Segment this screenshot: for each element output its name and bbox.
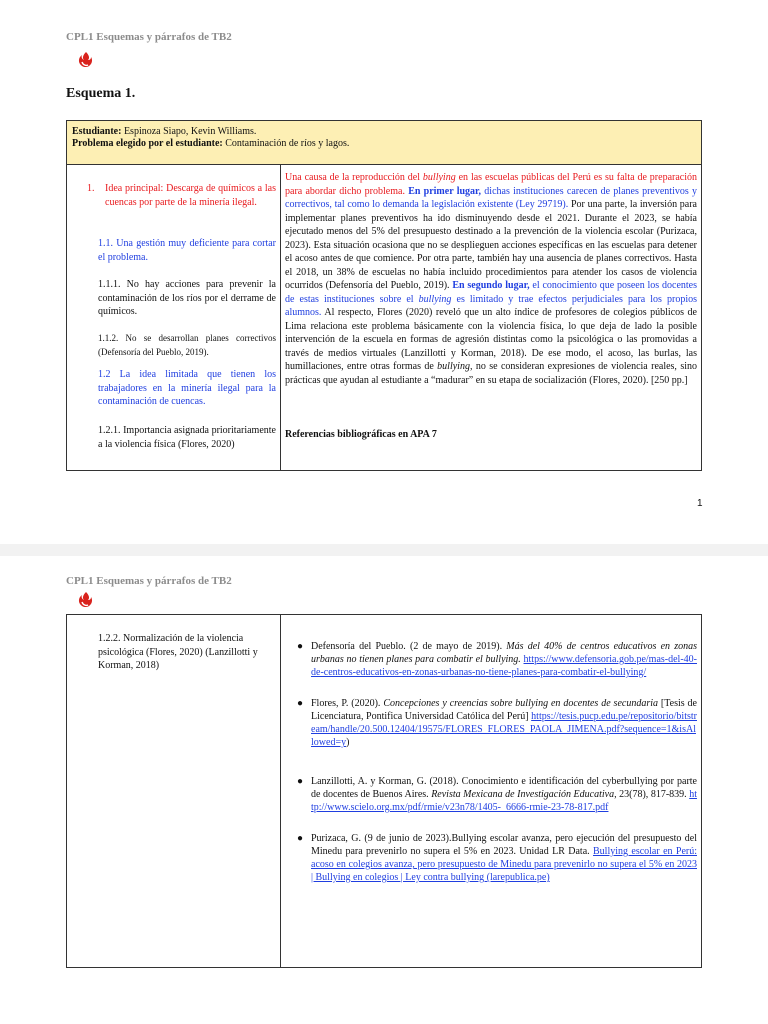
reference-link[interactable]: http://www.scielo.org.mx/pdf/rmie/v23n78/1405-_6666-rmie-23-78-817.pdf [311,789,697,813]
outline-item-1-1: 1.1. Una gestión muy deficiente para cortar el problema. [98,238,276,263]
connector-first: En primer lugar, [408,185,482,197]
connector-second: En segundo lugar, [452,280,530,291]
references-column [281,615,701,967]
student-line [72,126,696,138]
schema-heading: Esquema 1. [66,86,136,101]
outline-item-1 [87,182,276,209]
development-1: Por una parte, la inversión para implementar planes preventivos ha ido disminuyendo desde el 2021. Durante el 2023, se había ejecutado menos del 5% del presupuesto destinado a la prevención de la violencia escolar (Purizaca, 2023). Esta situación ocasiona que no se desplieguen acciones específicas en las escuelas para detener el acoso antes de que comience. Por otra parte, también hay una ausencia de planes correctivos. Hasta el 2018, un 38% de escuelas no había incluido procedimientos para atender los casos de violencia ocurridos (Defensoría del Pueblo, 2019). [285,199,697,291]
topic-sentence-part-2: en las escuelas públicas del Perú es su falta de preparación para abordar dicho problema. [285,172,697,197]
reference-item [297,775,697,814]
schema-table-continued [66,614,702,968]
reference-title: Concepciones y creencias sobre bullying en docentes de secundaria [383,698,658,709]
reference-item [297,640,697,679]
bullet-icon: ● [297,833,304,844]
reference-authors: Purizaca, G. (9 de junio de 2023).Bullying escolar avanza, pero ejecución del presupuesto del Minedu para prevenirlo no supera el 5% en 2023. Unidad LR Data. [311,833,697,857]
reference-list [297,640,697,902]
reference-item [297,697,697,749]
topic-sentence-part-1: Una causa de la reproducción del [285,172,423,183]
problem-line [72,138,696,150]
page-header: CPL1 Esquemas y párrafos de TB2 [66,31,232,43]
argument-paragraph [285,171,697,387]
page-number: 1 [697,498,703,509]
outline-item-1-1-2: 1.1.2. No se desarrollan planes correctivos (Defensoría del Pueblo, 2019). [98,333,276,357]
reference-item [297,832,697,884]
bullet-icon: ● [297,776,304,787]
student-name: Espinoza Siapo, Kevin Williams. [123,126,257,137]
development-2-part-2: no se consideran expresiones de violencia reales, sino prácticas que ayudan al estudiante a “madurar” en su etapa de socialización (Flores, 2020). [250 pp.] [285,361,697,386]
bullet-icon: ● [297,641,304,652]
page-header-2: CPL1 Esquemas y párrafos de TB2 [66,575,232,587]
references-title: Referencias bibliográficas en APA 7 [285,429,437,440]
development-2-part-1: Al respecto, Flores (2020) reveló que un alto índice de profesores de colegios públicos de Lima relaciona este problema básicamente con la violencia física, lo que deja de lado la posible intervención de la escuela en formas de agresión distintas como la psicológica o las promovidas a través de medios virtuales (Lanzillotti y Korman, 2018). De ese modo, el acoso, las burlas, las humillaciones, entre otras formas de [285,307,697,372]
reference-authors: Lanzillotti, A. y Korman, G. (2018). Conocimiento e identificación del cyberbullying por parte de docentes de Buenos Aires. [311,776,697,800]
reference-authors: Flores, P. (2020). [311,698,384,709]
outline-item-1-text: Idea principal: Descarga de químicos a las cuencas por parte de la minería ilegal. [105,183,276,208]
reference-rest: [Tesis de Licenciatura, Pontifica Universidad Católica del Perú] [311,698,697,722]
outline-column [67,165,281,470]
bullet-icon: ● [297,698,304,709]
secondary-idea-2-bullying: bullying [418,293,452,305]
student-label: Estudiante: [72,126,122,137]
problem-label: Problema elegido por el estudiante: [72,138,223,149]
upc-logo-icon [76,590,96,610]
topic-sentence-bullying: bullying [422,172,456,183]
reference-after: ) [346,737,350,748]
secondary-idea-1: dichas instituciones carecen de planes preventivos y correctivos, tal como lo demanda la legislación existente (Ley 29719). [285,185,697,210]
reference-title: Revista Mexicana de Investigación Educativa, [431,789,617,800]
outline-column-continued [67,615,281,967]
reference-title: Más del 40% de centros educativos en zonas urbanas no tienen planes para combatir el bullying. [311,641,697,665]
reference-link[interactable]: Bullying escolar en Perú: acoso en colegios avanza, pero presupuesto de Minedu para prevenirlo no supera el 5% en 2023 | Bullying en colegios | Ley contra bullying (larepublica.pe) [311,846,697,883]
outline-item-1-number: 1. [87,183,95,194]
student-info-box [66,120,702,165]
outline-item-1-1-1: 1.1.1. No hay acciones para prevenir la contaminación de los ríos por el derrame de químicos. [98,279,276,317]
reference-link[interactable]: https://www.defensoria.gob.pe/mas-del-40-de-centros-educativos-en-zonas-urbanas-no-tiene-planes-para-combatir-el-bullying/ [311,654,697,678]
secondary-idea-2-part-2: es limitado y trae efectos perjudiciales para los propios alumnos. [285,293,697,318]
reference-authors: Defensoría del Pueblo. (2 de mayo de 2019). [311,641,507,652]
schema-table [66,164,702,471]
outline-item-1-2-1: 1.2.1. Importancia asignada prioritariamente a la violencia física (Flores, 2020) [98,425,276,450]
upc-logo-icon [76,50,96,70]
outline-item-1-2-2: 1.2.2. Normalización de la violencia psicológica (Flores, 2020) (Lanzillotti y Korman, 2018) [98,633,258,671]
reference-link[interactable]: https://tesis.pucp.edu.pe/repositorio/bitstream/handle/20.500.12404/19575/FLORES_FLORES_PAOLA_JIMENA.pdf?sequence=1&isAllowed=y [311,711,697,748]
reference-rest: 23(78), 817-839. [616,789,690,800]
paragraph-column [281,165,701,470]
development-2-bullying: bullying, [437,361,473,372]
outline-item-1-2: 1.2 La idea limitada que tienen los trabajadores en la minería ilegal para la contaminación de cuencas. [98,369,276,407]
problem-text: Contaminación de ríos y lagos. [225,138,350,149]
secondary-idea-2-part-1: el conocimiento que poseen los docentes de estas instituciones sobre el [285,280,697,305]
